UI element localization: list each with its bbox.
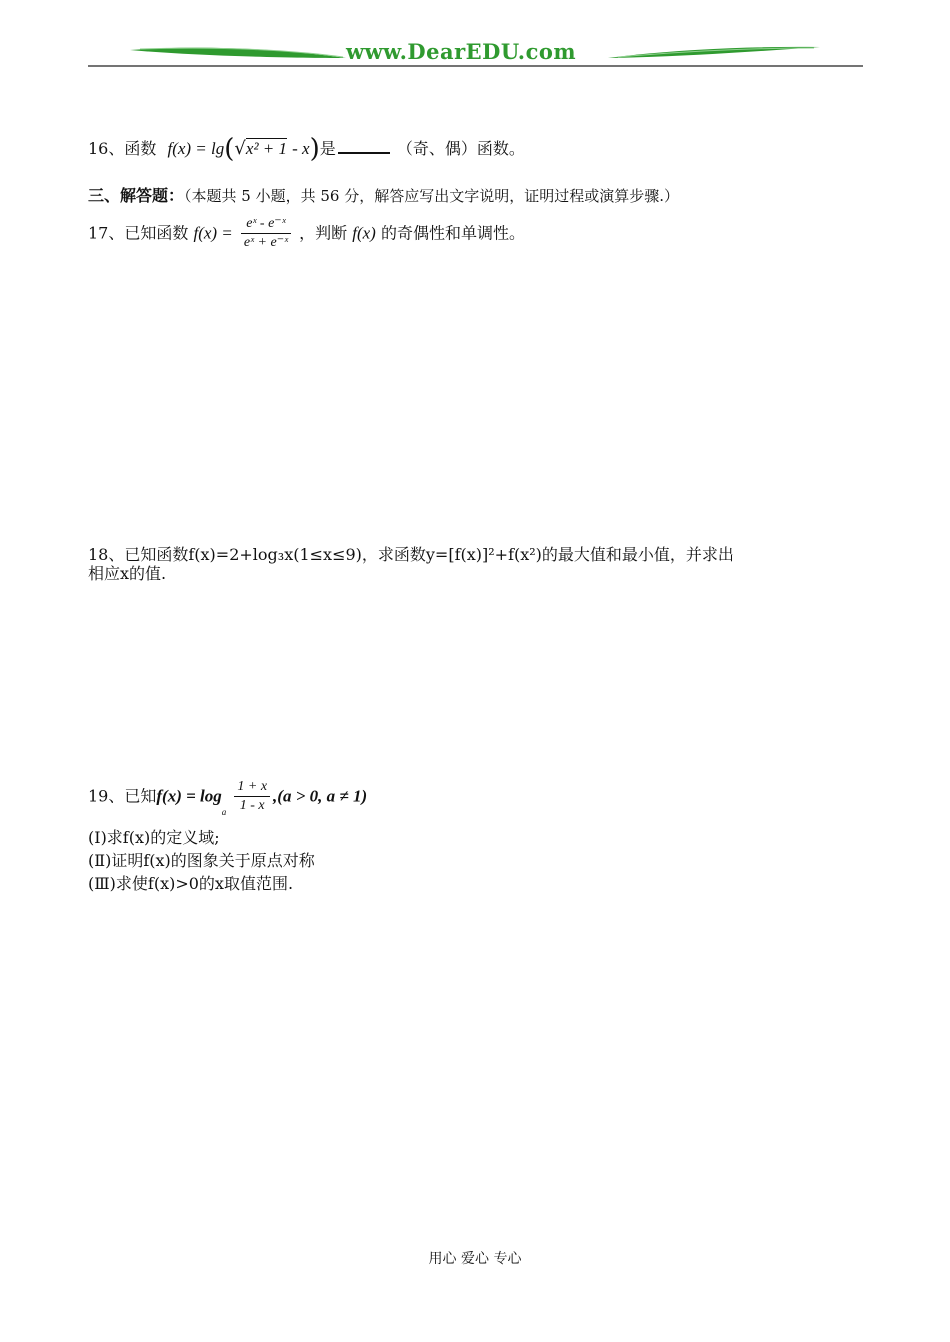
q17-lhs: f(x) = [193, 223, 233, 243]
q18-line-2: 相应x的值. [88, 564, 167, 583]
q17-tail: 的奇偶性和单调性。 [380, 223, 525, 243]
q19-part-1: (Ⅰ)求f(x)的定义域; [88, 828, 220, 847]
q19-number: 19、已知 [88, 786, 157, 806]
q19-part-2: (Ⅱ)证明f(x)的图象关于原点对称 [88, 851, 315, 870]
q17-number: 17、已知函数 [88, 223, 189, 243]
q16-number: 16、函数 [88, 139, 157, 158]
q16-after: 是 [319, 139, 336, 158]
q17-denominator: eˣ + e⁻ˣ [243, 235, 289, 250]
q16-paren-open: ( [224, 134, 235, 164]
question-16 [88, 134, 525, 164]
q16-options: （奇、偶）函数。 [396, 139, 525, 158]
q17-fraction [241, 215, 291, 252]
question-19 [88, 778, 367, 822]
q19-lhs: f(x) = log [156, 786, 222, 806]
q17-mid: ，判断 [299, 223, 348, 243]
header-banner [88, 36, 863, 70]
section-3-title: 三、解答题： [88, 186, 185, 205]
q19-parts-list [88, 826, 315, 895]
page-footer: 用心 爱心 专心 [428, 1251, 522, 1267]
q19-fraction [234, 778, 270, 815]
q16-paren-close: ) [309, 134, 320, 164]
q18-line-1: 18、已知函数f(x)=2+log₃x(1≤x≤9)，求函数y=[f(x)]²+f(x²)的最大值和最小值，并求出 [88, 545, 734, 564]
q16-formula-tail: - x [292, 139, 310, 158]
section-3-note: （本题共 5 小题，共 56 分，解答应写出文字说明，证明过程或演算步骤.） [184, 187, 679, 205]
question-17 [88, 215, 525, 252]
q16-answer-blank [338, 138, 390, 154]
q19-denominator: 1 - x [239, 798, 265, 813]
q16-formula-lhs: f(x) = lg [167, 139, 225, 158]
q19-numerator: 1 + x [234, 778, 270, 797]
q19-base: a [221, 807, 227, 817]
question-18 [88, 545, 734, 583]
q17-fx: f(x) [352, 223, 376, 243]
q19-part-3: (Ⅲ)求使f(x)>0的x取值范围. [88, 874, 294, 893]
q16-formula-root: x² + 1 [245, 139, 288, 158]
q19-condition: ,(a > 0, a ≠ 1) [273, 786, 368, 806]
section-3-heading [88, 186, 679, 206]
q16-sqrt-sign: √ [234, 138, 246, 159]
site-logo: www.DearEDU.com [346, 39, 577, 64]
q17-numerator: eˣ - e⁻ˣ [241, 215, 291, 234]
